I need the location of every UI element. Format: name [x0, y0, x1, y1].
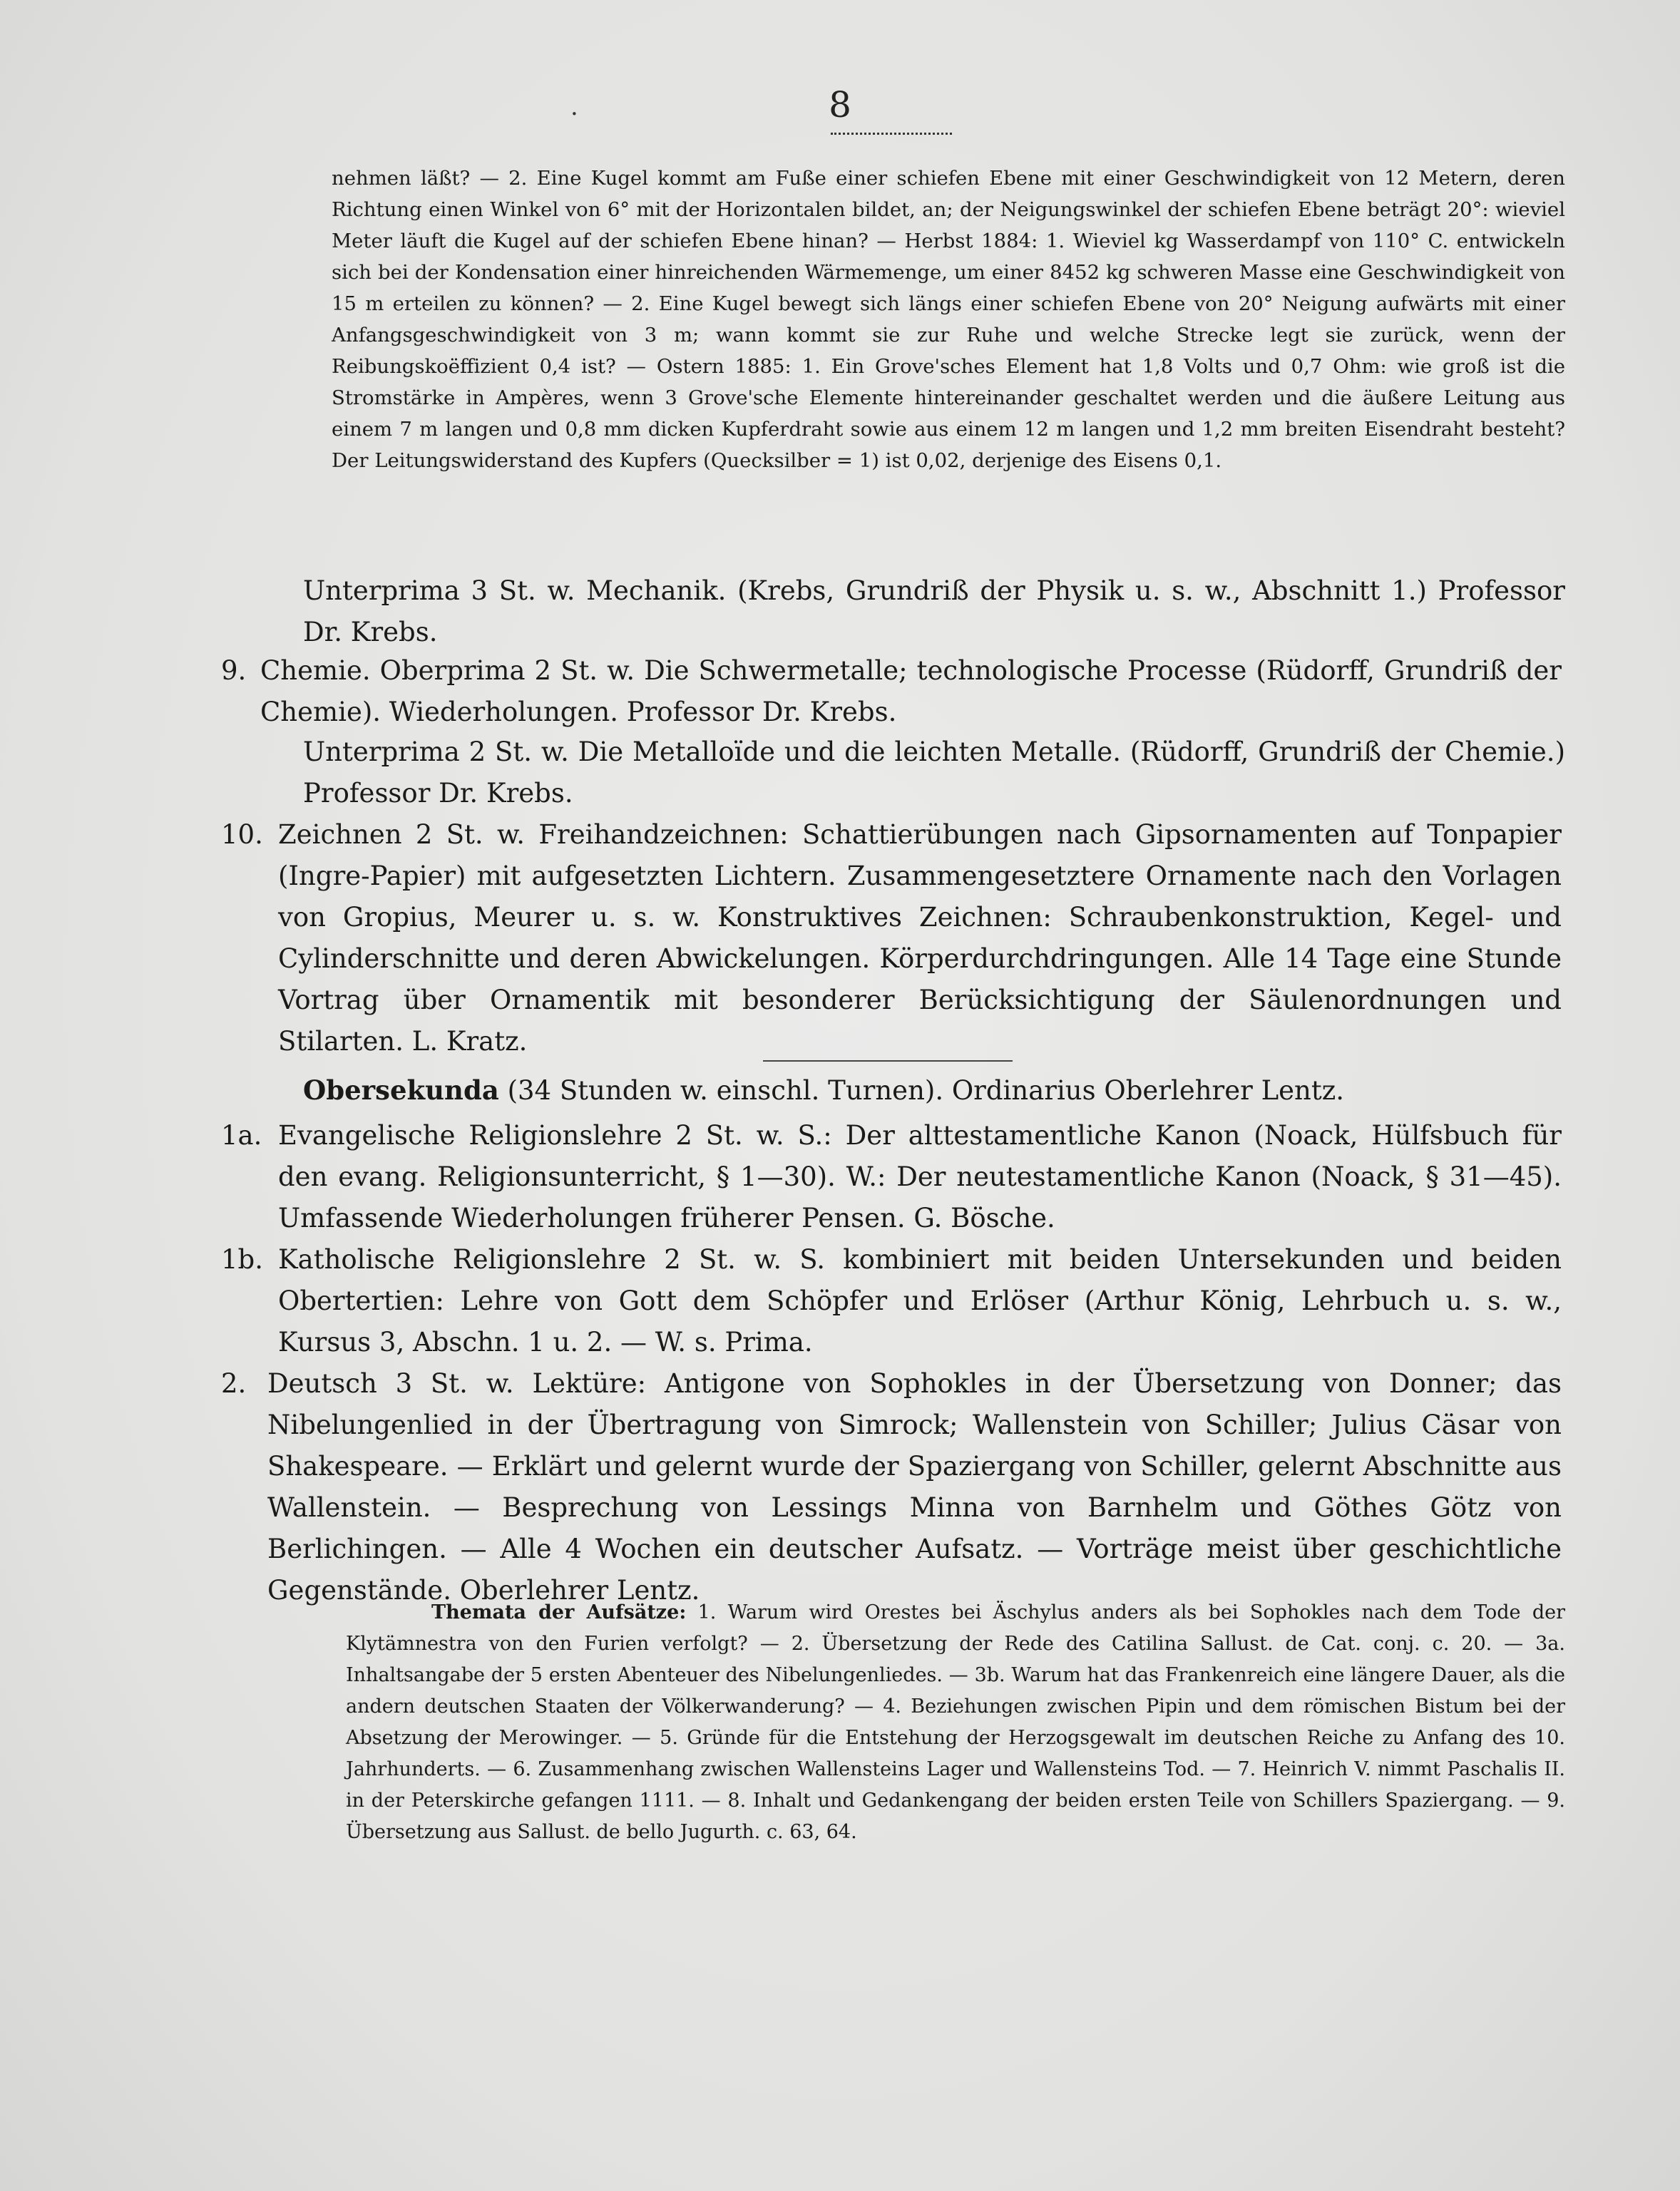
- item-9-text: Chemie. Oberprima 2 St. w. Die Schwermetalle; technologische Processe (Rüdorff, Grundriß der Chemie). Wiederholungen. Professor Dr. Krebs.: [260, 655, 1562, 727]
- item-10-zeichnen: [221, 814, 1562, 1062]
- page-number: 8: [829, 84, 851, 125]
- item-1b-kath-religion: [221, 1239, 1562, 1363]
- item-1b-text: Katholische Religionslehre 2 St. w. S. kombiniert mit beiden Untersekunden und beiden Obertertien: Lehre von Gott dem Schöpfer und Erlöser (Arthur König, Lehrbuch u. s. w., Kursus 3, Abschn. 1 u. 2. — W. s. Prima.: [278, 1244, 1562, 1358]
- item-1a-text: Evangelische Religionslehre 2 St. w. S.: Der alttestamentliche Kanon (Noack, Hülfsbuch für den evang. Religionsunterricht, § 1—30). W.: Der neutestamentliche Kanon (Noack, § 31—45). Umfassende Wiederholungen früherer Pensen. G. Bösche.: [278, 1120, 1562, 1233]
- item-2-number: 2.: [221, 1368, 247, 1399]
- unterprima-mechanik: Unterprima 3 St. w. Mechanik. (Krebs, Grundriß der Physik u. s. w., Abschnitt 1.) Professor Dr. Krebs.: [303, 575, 1565, 647]
- ink-dot: ·: [570, 100, 578, 128]
- page-number-ornament: [831, 128, 952, 135]
- item-9-number: 9.: [221, 655, 247, 686]
- section-heading: [303, 1069, 1565, 1112]
- themata-paragraph: [346, 1597, 1565, 1848]
- item-2-text: Deutsch 3 St. w. Lektüre: Antigone von Sophokles in der Übersetzung von Donner; das Nibelungenlied in der Übertragung von Simrock; Wallenstein von Schiller; Julius Cäsar von Shakespeare. — Erklärt und gelernt wurde der Spaziergang von Schiller, gelernt Abschnitte aus Wallenstein. — Besprechung von Lessings Minna von Barnhelm und Göthes Götz von Berlichingen. — Alle 4 Wochen ein deutscher Aufsatz. — Vorträge meist über geschichtliche Gegenstände. Oberlehrer Lentz.: [267, 1368, 1562, 1606]
- themata-text: 1. Warum wird Orestes bei Äschylus anders als bei Sophokles nach dem Tode der Klytämnestra von den Furien verfolgt? — 2. Übersetzung der Rede des Catilina Sallust. de Cat. conj. c. 20. — 3a. Inhaltsangabe der 5 ersten Abenteuer des Nibelungenliedes. — 3b. Warum hat das Frankenreich eine längere Dauer, als die andern deutschen Staaten der Völkerwanderung? — 4. Beziehungen zwischen Pipin und dem römischen Bistum bei der Absetzung der Merowinger. — 5. Gründe für die Entstehung der Herzogsgewalt im deutschen Reiche zu Anfang des 10. Jahrhunderts. — 6. Zusammenhang zwischen Wallensteins Lager und Wallensteins Tod. — 7. Heinrich V. nimmt Paschalis II. in der Peterskirche gefangen 1111. — 8. Inhalt und Gedankengang der beiden ersten Teile von Schillers Spaziergang. — 9. Übersetzung aus Sallust. de bello Jugurth. c. 63, 64.: [346, 1601, 1565, 1843]
- item-1a-number: 1a.: [221, 1120, 262, 1151]
- section-info: (34 Stunden w. einschl. Turnen). Ordinarius Oberlehrer Lentz.: [507, 1075, 1344, 1106]
- item-9-unterprima: Unterprima 2 St. w. Die Metalloïde und die leichten Metalle. (Rüdorff, Grundriß der Chemie.) Professor Dr. Krebs.: [303, 737, 1565, 809]
- item-9-chemie: [221, 650, 1562, 733]
- item-10-number: 10.: [221, 819, 263, 850]
- item-1b-number: 1b.: [221, 1244, 263, 1275]
- themata-label: Themata der Aufsätze:: [431, 1601, 687, 1623]
- section-divider: [763, 1060, 1013, 1062]
- item-1a-ev-religion: [221, 1115, 1562, 1239]
- top-paragraph: nehmen läßt? — 2. Eine Kugel kommt am Fuße einer schiefen Ebene mit einer Geschwindigkeit von 12 Metern, deren Richtung einen Winkel von 6° mit der Horizontalen bildet, an; der Neigungswinkel der schiefen Ebene beträgt 20°: wieviel Meter läuft die Kugel auf der schiefen Ebene hinan? — Herbst 1884: 1. Wieviel kg Wasserdampf von 110° C. entwickeln sich bei der Kondensation einer hinreichenden Wärmemenge, um einer 8452 kg schweren Masse eine Geschwindigkeit von 15 m erteilen zu können? — 2. Eine Kugel bewegt sich längs einer schiefen Ebene von 20° Neigung aufwärts mit einer Anfangsgeschwindigkeit von 3 m; wann kommt sie zur Ruhe und welche Strecke legt sie zurück, wenn der Reibungskoëffizient 0,4 ist? — Ostern 1885: 1. Ein Grove'sches Element hat 1,8 Volts und 0,7 Ohm: wie groß ist die Stromstärke in Ampères, wenn 3 Grove'sche Elemente hintereinander geschaltet werden und die äußere Leitung aus einem 7 m langen und 0,8 mm dicken Kupferdraht sowie aus einem 12 m langen und 1,2 mm breiten Eisendraht besteht? Der Leitungswiderstand des Kupfers (Quecksilber = 1) ist 0,02, derjenige des Eisens 0,1.: [332, 167, 1565, 472]
- section-title: Obersekunda: [303, 1074, 499, 1106]
- item-2-deutsch: [221, 1363, 1562, 1611]
- item-10-text: Zeichnen 2 St. w. Freihandzeichnen: Schattierübungen nach Gipsornamenten auf Tonpapier (Ingre-Papier) mit aufgesetzten Lichtern. Zusammengesetztere Ornamente nach den Vorlagen von Gropius, Meurer u. s. w. Konstruktives Zeichnen: Schraubenkonstruktion, Kegel- und Cylinderschnitte und deren Abwickelungen. Körperdurchdringungen. Alle 14 Tage eine Stunde Vortrag über Ornamentik mit besonderer Berücksichtigung der Säulenordnungen und Stilarten. L. Kratz.: [278, 819, 1562, 1057]
